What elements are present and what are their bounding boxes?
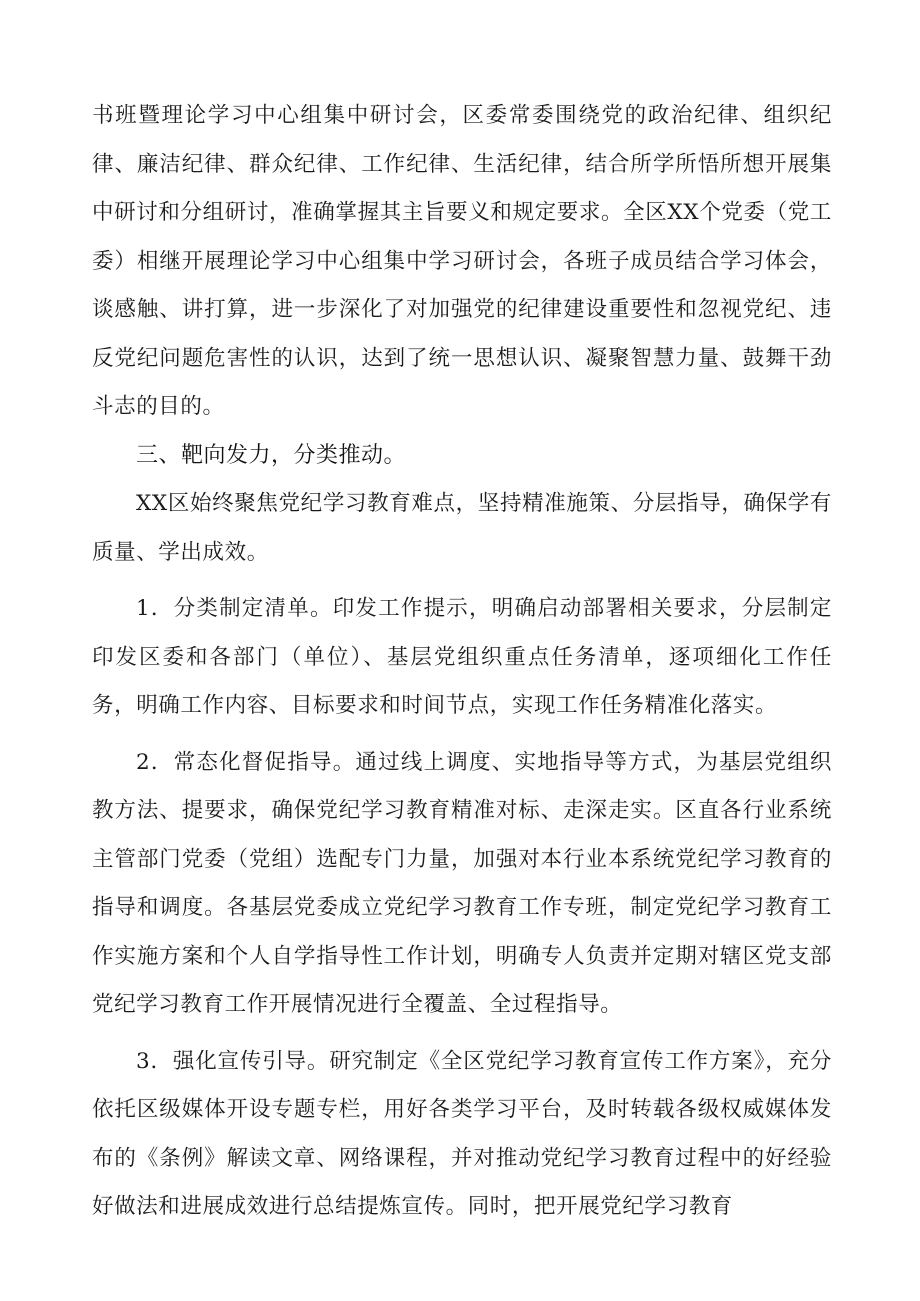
- list-item-1: 1．分类制定清单。印发工作提示，明确启动部署相关要求，分层制定印发区委和各部门（单位）、基层党组织重点任务清单，逐项细化工作任务，明确工作内容、目标要求和时间节点，实现工作任务精准化落实。: [92, 596, 832, 718]
- section-heading: 三、靶向发力，分类推动。: [136, 442, 407, 468]
- document-page: [92, 92, 832, 1232]
- paragraph-continuation: 书班暨理论学习中心组集中研讨会，区委常委围绕党的政治纪律、组织纪律、廉洁纪律、群众纪律、工作纪律、生活纪律，结合所学所悟所想开展集中研讨和分组研讨，准确掌握其主旨要义和规定要求。全区XX个党委（党工委）相继开展理论学习中心组集中学习研讨会，各班子成员结合学习体会，谈感触、讲打算，进一步深化了对加强党的纪律建设重要性和忽视党纪、违反党纪问题危害性的认识，达到了统一思想认识、凝聚智慧力量、鼓舞干劲斗志的目的。: [92, 103, 832, 419]
- list-item-2: 2．常态化督促指导。通过线上调度、实地指导等方式，为基层党组织教方法、提要求，确保党纪学习教育精准对标、走深走实。区直各行业系统主管部门党委（党组）选配专门力量，加强对本行业本系统党纪学习教育的指导和调度。各基层党委成立党纪学习教育工作专班，制定党纪学习教育工作实施方案和个人自学指导性工作计划，明确专人负责并定期对辖区党支部党纪学习教育工作开展情况进行全覆盖、全过程指导。: [92, 749, 832, 1017]
- list-item-3: 3．强化宣传引导。研究制定《全区党纪学习教育宣传工作方案》，充分依托区级媒体开设专题专栏，用好各类学习平台，及时转载各级权威媒体发布的《条例》解读文章、网络课程，并对推动党纪学习教育过程中的好经验好做法和进展成效进行总结提炼宣传。同时，把开展党纪学习教育: [92, 1048, 832, 1219]
- section-intro-paragraph: XX区始终聚焦党纪学习教育难点，坚持精准施策、分层指导，确保学有质量、学出成效。: [92, 491, 832, 565]
